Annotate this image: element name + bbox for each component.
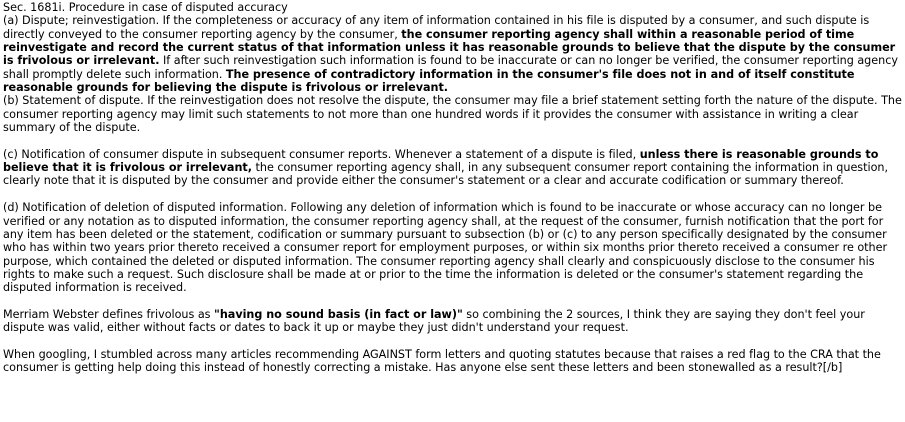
paragraph-spacer bbox=[3, 134, 905, 147]
section-a-bold-1: the consumer reporting agency shall within a reasonable period of time reinvestigate and record the current status of that information unless it has reasonable grounds to believe that the dispute by the consumer is frivolous or irrelevant. bbox=[3, 27, 896, 68]
section-c-paragraph bbox=[3, 148, 905, 188]
section-c-bold-1: unless there is reasonable grounds to believe that it is frivolous or irrelevant, bbox=[3, 147, 879, 175]
paragraph-spacer bbox=[3, 335, 905, 348]
googling-paragraph bbox=[3, 348, 905, 375]
section-a-bold-2: The presence of contradictory information in the consumer's file does not in and of itself constitute reasonable grounds for believing the dispute is frivolous or irrelevant. bbox=[3, 67, 855, 95]
merriam-webster-text-1: Merriam Webster defines frivolous as bbox=[3, 307, 215, 321]
statute-heading-text: Sec. 1681i. Procedure in case of disputed accuracy bbox=[3, 1, 288, 14]
merriam-webster-paragraph bbox=[3, 308, 905, 335]
section-b-text: (b) Statement of dispute. If the reinvestigation does not resolve the dispute, the consumer may file a brief statement setting forth the nature of the dispute. The consumer reporting agency may limit such statements to not more than one hundred words if it provides the consumer with assistance in writing a clear summary of the dispute. bbox=[3, 94, 902, 135]
merriam-webster-bold-quote: "having no sound basis (in fact or law)" bbox=[214, 307, 463, 321]
statute-heading bbox=[3, 1, 905, 14]
section-c-text-1: (c) Notification of consumer dispute in subsequent consumer reports. Whenever a statement of a dispute is filed, bbox=[3, 147, 640, 161]
section-b-paragraph bbox=[3, 94, 905, 134]
section-a-paragraph bbox=[3, 14, 905, 94]
section-c-text-2: the consumer reporting agency shall, in any subsequent consumer report containing the information in question, clearly note that it is disputed by the consumer and provide either the consumer's statement or a clear and accurate codification or summary thereof. bbox=[3, 161, 889, 188]
section-d-paragraph bbox=[3, 201, 905, 294]
merriam-webster-text-2: so combining the 2 sources, I think they are saying they don't feel your dispute was valid, either without facts or dates to back it up or maybe they just didn't understand your request. bbox=[3, 307, 865, 335]
section-a-text-2: If after such reinvestigation such information is found to be inaccurate or can no longer be verified, the consumer reporting agency shall promptly delete such information. bbox=[3, 54, 898, 81]
section-d-text: (d) Notification of deletion of disputed information. Following any deletion of information which is found to be inaccurate or whose accuracy can no longer be verified or any notation as to disputed information, the consumer reporting agency shall, at the request of the consumer, furnish notification that the port for any item has been deleted or the statement, codification or summary pursuant to subsection (b) or (c) to any person specifically designated by the consumer who has within two years prior thereto received a consumer report for employment purposes, or within six months prior thereto received a consumer re other purpose, which contained the deleted or disputed information. The consumer reporting agency shall clearly and conspicuously disclose to the consumer his rights to make such a request. Such disclosure shall be made at or prior to the time the information is deleted or the consumer's statement regarding the disputed information is received. bbox=[3, 201, 888, 295]
paragraph-spacer bbox=[3, 188, 905, 201]
section-a-text-1: (a) Dispute; reinvestigation. If the completeness or accuracy of any item of information contained in his file is disputed by a consumer, and such dispute is directly conveyed to the consumer reporting agency by the consumer, bbox=[3, 14, 870, 41]
googling-text: When googling, I stumbled across many articles recommending AGAINST form letters and quoting statutes because that raises a red flag to the CRA that the consumer is getting help doing this instead of honestly correcting a mistake. Has anyone else sent these letters and been stonewalled as a result?[/b] bbox=[3, 347, 881, 375]
paragraph-spacer bbox=[3, 295, 905, 308]
